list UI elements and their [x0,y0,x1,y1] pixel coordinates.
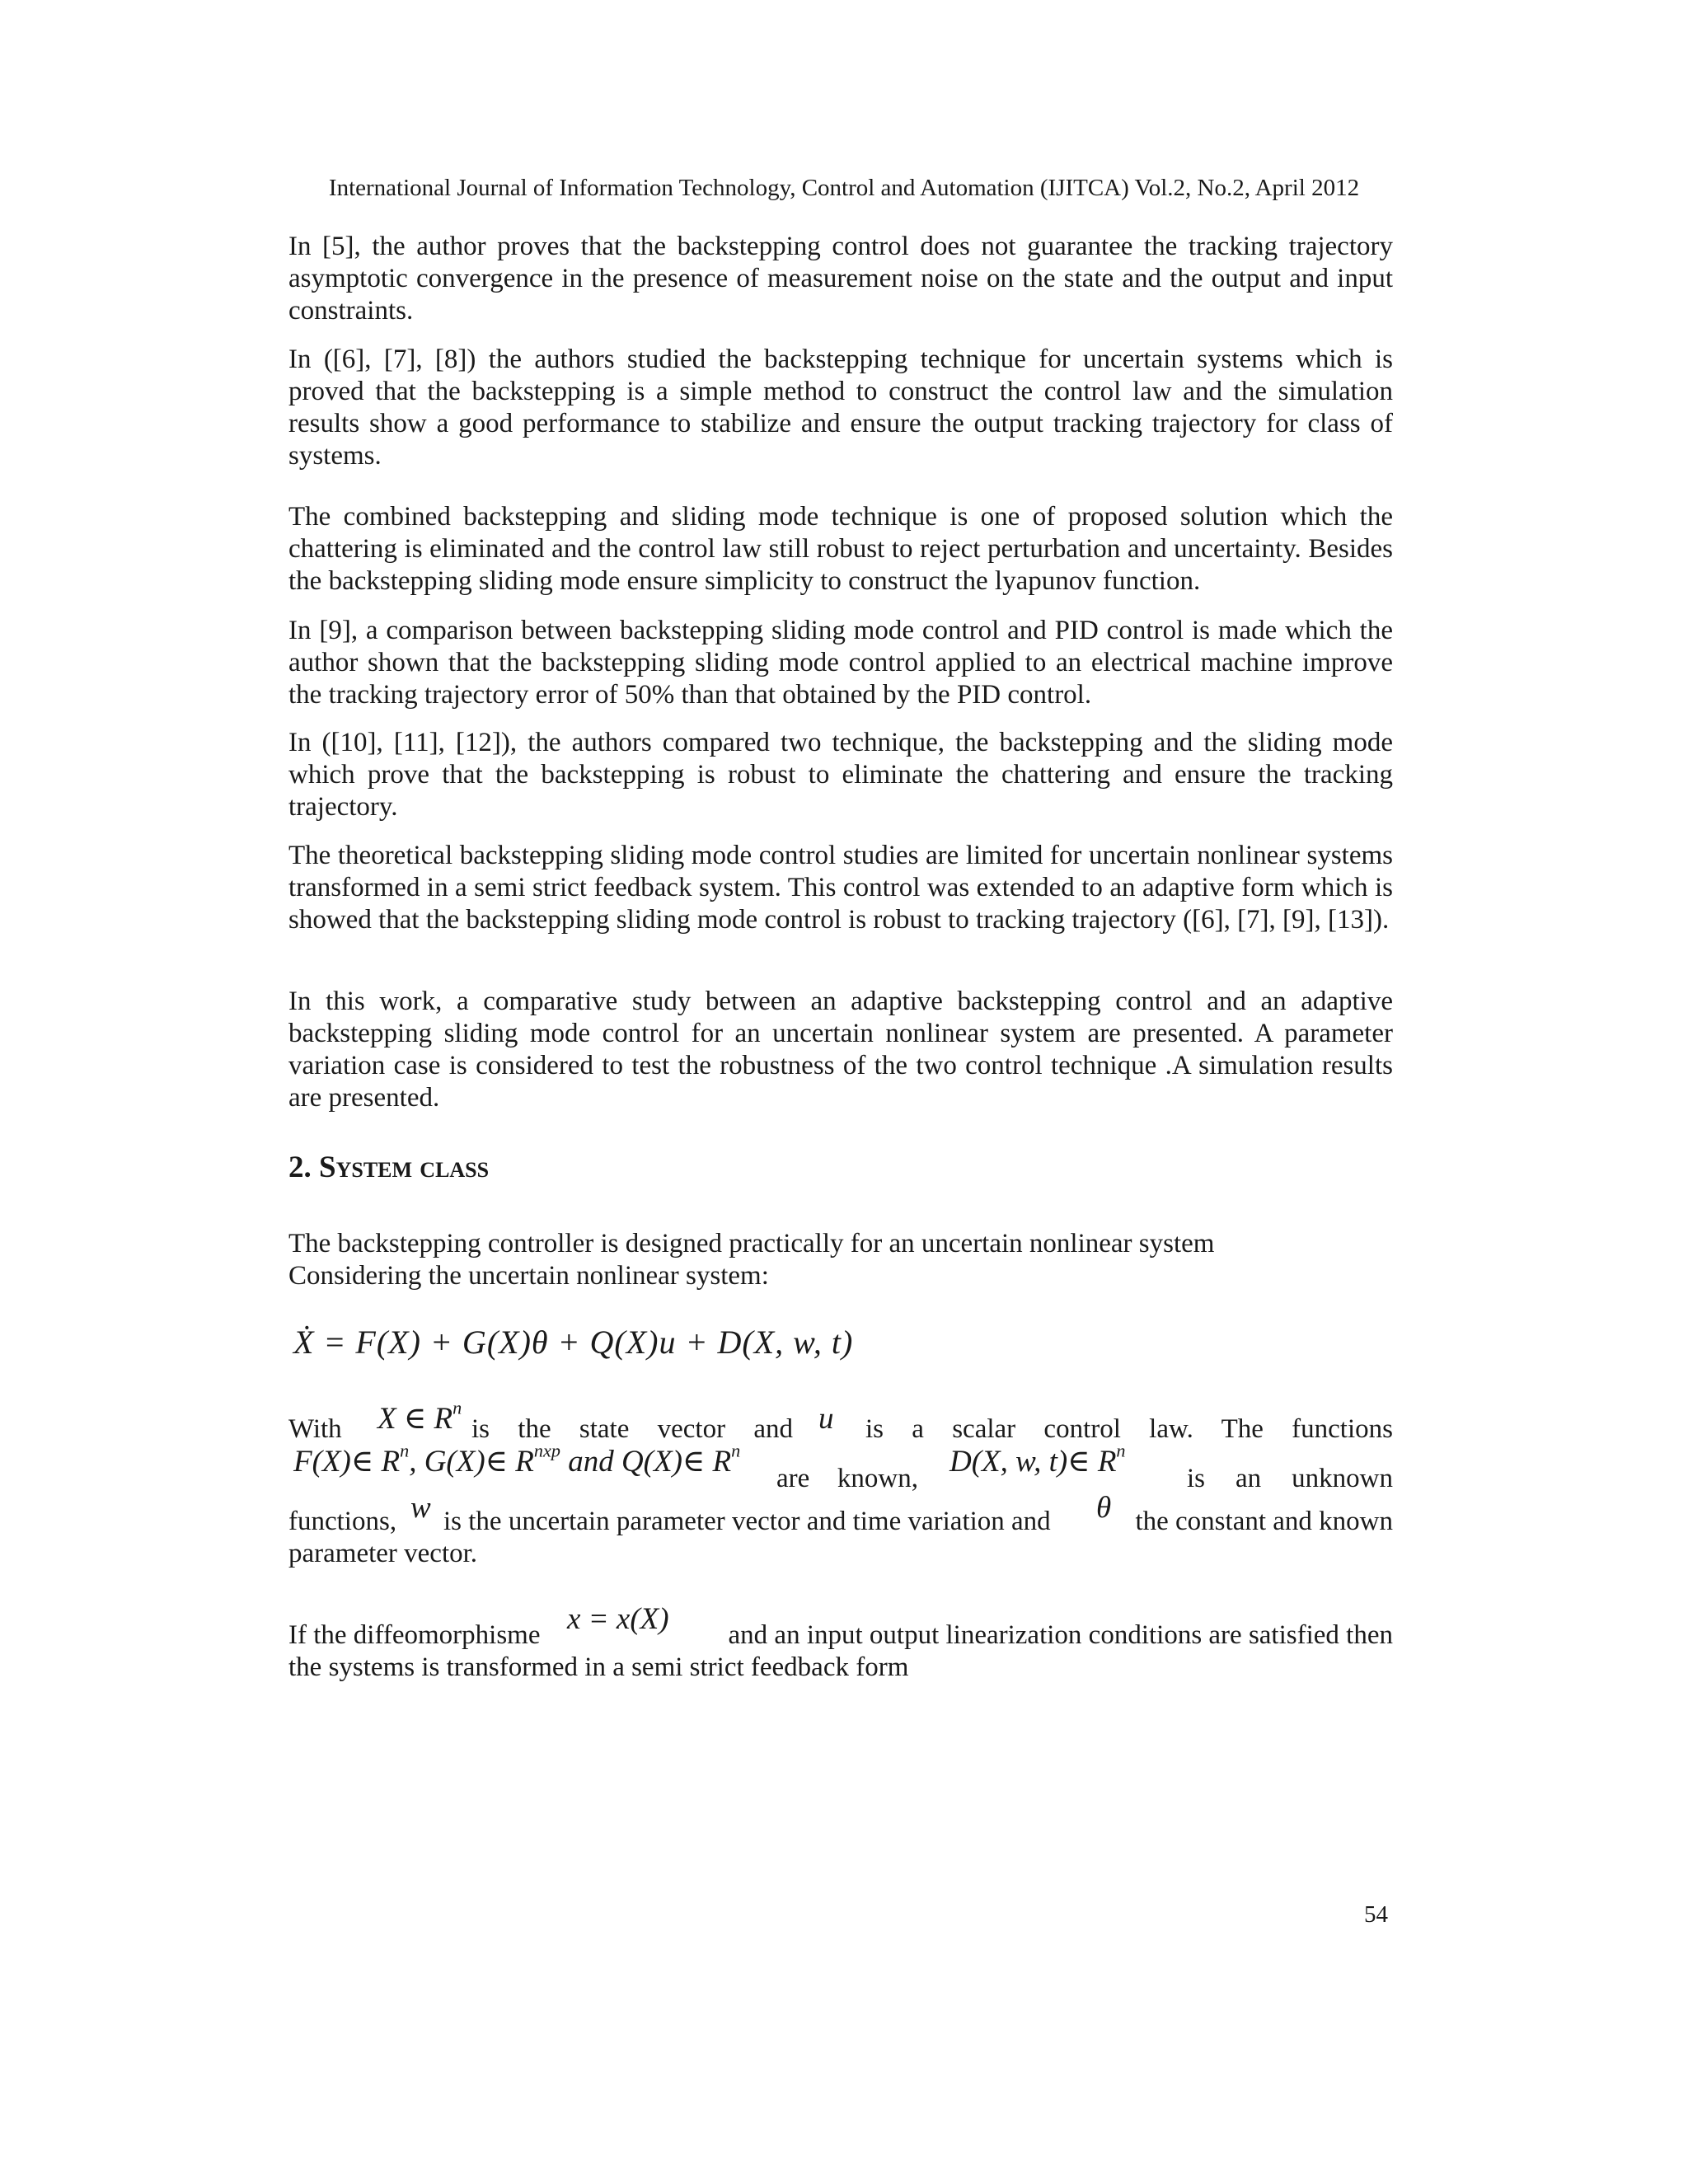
math-diffeo: x = x(X) [567,1602,669,1636]
diffeo-start-text: If the diffeomorphisme [288,1620,541,1650]
math-theta: θ [1096,1491,1112,1525]
uncertain-text: is the uncertain parameter vector and time variation and [443,1507,1051,1536]
parameter-vector-text: parameter vector. [288,1539,478,1568]
math-fgq: F(X)∈ $R^n$, G(X)∈ $R^{nxp}$ and Q(X)∈ $R^n$ [293,1440,741,1479]
constant-known-text: the constant and known [1135,1507,1393,1536]
math-x-in-rn: X ∈ $R^n$ [377,1397,462,1436]
math-w: w [410,1491,431,1525]
section-title: System class [319,1151,490,1184]
page-number: 54 [1364,1901,1388,1928]
state-vector-text: is the state vector and [471,1414,793,1444]
paragraph-3: The combined backstepping and sliding mode technique is one of proposed solution which the chattering is eliminated and the control law still robust to reject perturbation and uncertainty. Besides the backstepping sliding mode ensure simplicity to construct the lyapunov function. [288,502,1393,596]
functions-text: functions, [288,1507,397,1536]
section-intro-line-1: The backstepping controller is designed practically for an uncertain nonlinear system [288,1229,1215,1258]
diffeo-end-text: and an input output linearization conditions are satisfied then [728,1620,1393,1650]
paragraph-1: In [5], the author proves that the backstepping control does not guarantee the tracking trajectory asymptotic convergence in the presence of measurement noise on the state and the output and input constraints. [288,232,1393,326]
paragraph-6: The theoretical backstepping sliding mode control studies are limited for uncertain nonlinear systems transformed in a semi strict feedback system. This control was extended to an adaptive form which is showed that the backstepping sliding mode control is robust to tracking trajectory ([6], [7], [9], [13]). [288,841,1393,935]
with-word: With [288,1414,342,1444]
paragraph-7: In this work, a comparative study between an adaptive backstepping control and an adaptive backstepping sliding mode control for an uncertain nonlinear system are presented. A parameter variation case is considered to test the robustness of the two control technique .A simulation results are presented. [288,987,1393,1113]
section-number: 2. [288,1151,312,1184]
unknown-text: is an unknown [1187,1464,1393,1493]
math-u: u [818,1402,834,1436]
math-d-expr: D(X, w, t)∈ $R^n$ [950,1440,1126,1479]
paragraph-2: In ([6], [7], [8]) the authors studied the backstepping technique for uncertain systems which is proved that the backstepping is a simple method to construct the control law and the simulation results show a good performance to stabilize and ensure the output tracking trajectory for class of systems. [288,344,1393,471]
paragraph-5: In ([10], [11], [12]), the authors compared two technique, the backstepping and the sliding mode which prove that the backstepping is robust to eliminate the chattering and ensure the tracking trajectory. [288,728,1393,822]
known-text: are known, [776,1464,918,1493]
system-equation: Ẋ = F(X) + G(X)θ + Q(X)u + D(X, w, t) [293,1324,854,1361]
last-line-text: the systems is transformed in a semi strict feedback form [288,1652,909,1682]
paragraph-4: In [9], a comparison between backstepping sliding mode control and PID control is made which the author shown that the backstepping sliding mode control applied to an electrical machine improve the tracking trajectory error of 50% than that obtained by the PID control. [288,616,1393,710]
running-header: International Journal of Information Technology, Control and Automation (IJITCA) Vol.2, No.2, April 2012 [328,175,1360,201]
section-heading [288,1150,489,1186]
scalar-control-text: is a scalar control law. The functions [865,1414,1393,1444]
section-intro-line-2: Considering the uncertain nonlinear system: [288,1261,769,1291]
